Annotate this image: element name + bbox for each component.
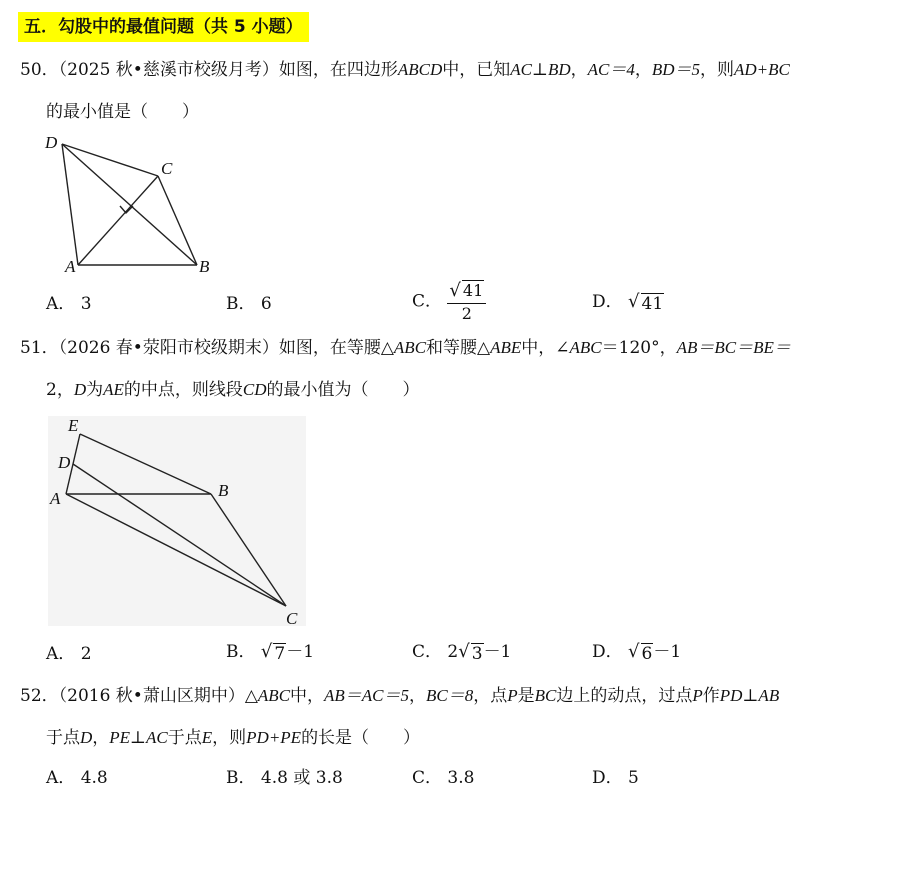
q50-edge-bc: [158, 176, 197, 265]
option-letter: A．: [46, 768, 76, 788]
q50-diag-bd: [62, 144, 197, 265]
q50-label-d: D: [45, 133, 58, 152]
sqrt: [628, 640, 653, 664]
q51-label-c: C: [286, 609, 298, 628]
q50-right-angle: [120, 206, 133, 213]
q51-eq: AB＝BC＝BE＝: [676, 338, 791, 357]
q50-text: 中，已知: [442, 60, 511, 80]
radicand: 41: [641, 294, 664, 314]
option-letter: B．: [226, 768, 256, 788]
q52-text: 边上的动点，过点: [556, 686, 693, 706]
option-value: 3.8: [447, 768, 475, 788]
q50-figure: [40, 128, 230, 278]
q51-line1: [20, 336, 791, 360]
q51-source: （2026 春•荥阳市校级期末）: [58, 338, 279, 358]
q52-text: ，点: [473, 686, 508, 706]
q50-line2: 的最小值是（ ）: [46, 102, 199, 122]
q52-option-a[interactable]: [46, 766, 108, 790]
q50-text: 如图，在四边形: [278, 60, 398, 80]
q51-option-a[interactable]: [46, 642, 92, 666]
q51-label-b: B: [218, 481, 229, 500]
q52-p2: P: [692, 686, 703, 705]
option-letter: D．: [592, 642, 623, 662]
q50-option-a[interactable]: [46, 292, 92, 316]
q50-diag-ac: [78, 176, 158, 265]
option-value: 4.8 或 3.8: [260, 768, 343, 788]
sqrt-sign: √: [260, 641, 273, 662]
q51-text: 的中点，则线段: [123, 380, 243, 400]
q52-number: 52．: [20, 686, 59, 706]
q52-option-b[interactable]: [226, 766, 343, 790]
q51-text: 中，∠: [521, 338, 570, 358]
option-letter: C．: [412, 291, 443, 312]
fraction-denominator: 2: [461, 304, 472, 323]
q51-seg: AE: [103, 380, 124, 399]
q52-sep: ，: [409, 686, 427, 706]
q52-option-c[interactable]: [412, 766, 474, 790]
option-value: 5: [628, 768, 639, 788]
q50-quad: ABCD: [397, 60, 443, 79]
q50-number: 50．: [20, 60, 59, 80]
sqrt: [628, 290, 664, 314]
sqrt: [458, 640, 483, 664]
option-letter: B．: [226, 642, 256, 662]
q52-source: （2016 秋•萧山区期中）△: [58, 686, 258, 706]
q50-label-b: B: [199, 257, 210, 276]
q50-sep: ，: [634, 60, 652, 80]
q52-line2: [46, 726, 420, 750]
radicand: 41: [462, 281, 484, 300]
q52-e: E: [201, 728, 213, 747]
q50-edge-da: [62, 144, 78, 265]
q50-edge-cd: [62, 144, 158, 176]
option-value: 4.8: [80, 768, 108, 788]
q51-text: 的最小值为（ ）: [266, 380, 420, 400]
q50-target: AD+BC: [734, 60, 790, 79]
option-tail: －1: [653, 642, 682, 662]
section-title: 五．勾股中的最值问题（共 5 小题）: [18, 12, 309, 42]
q50-source: （2025 秋•慈溪市校级月考）: [58, 60, 279, 80]
option-value: 6: [260, 294, 272, 314]
q51-option-d[interactable]: [592, 640, 681, 664]
q52-text: 中，: [290, 686, 325, 706]
sqrt-sign: √: [449, 280, 461, 302]
q51-tri2: ABE: [490, 338, 522, 357]
sqrt: [261, 640, 286, 664]
q52-line1: [20, 684, 779, 708]
q52-eq2: BC＝8: [426, 686, 474, 705]
q50-label-a: A: [65, 257, 76, 276]
q51-text: ＝120°，: [601, 338, 677, 358]
q50-sep: ，: [570, 60, 588, 80]
option-letter: C．: [412, 642, 443, 662]
option-coef: 2: [447, 642, 459, 662]
option-letter: A．: [46, 644, 76, 664]
q52-text: 是: [517, 686, 535, 706]
q51-text: 2，: [46, 380, 74, 400]
q52-eq1: AB＝AC＝5: [324, 686, 410, 705]
q51-number: 51．: [20, 338, 59, 358]
q51-text: 如图，在等腰△: [278, 338, 394, 358]
q52-text: 的长是（ ）: [301, 728, 421, 748]
q51-angle: ABC: [569, 338, 602, 357]
q52-sum: PD+PE: [246, 728, 302, 747]
q51-option-b[interactable]: [226, 640, 314, 664]
q51-tri1: ABC: [393, 338, 427, 357]
q50-option-b[interactable]: [226, 292, 272, 316]
q50-text: ，则: [700, 60, 735, 80]
option-letter: B．: [226, 294, 256, 314]
q51-label-e: E: [68, 416, 79, 435]
q51-figure: [46, 414, 308, 630]
q52-text: 于点: [167, 728, 202, 748]
q51-seg2: CD: [242, 380, 267, 399]
q51-label-d: D: [58, 453, 71, 472]
q50-cond1: AC⊥BD: [510, 60, 571, 79]
option-tail: －1: [483, 642, 512, 662]
sqrt-sign: √: [458, 641, 470, 662]
q52-pd-ab: PD⊥AB: [719, 686, 780, 705]
q50-cond2: AC＝4: [587, 60, 635, 79]
q52-d: D: [80, 728, 93, 747]
q52-bc: BC: [534, 686, 557, 705]
q51-label-a: A: [50, 489, 61, 508]
q51-text: 为: [86, 380, 104, 400]
q52-text: 于点: [46, 728, 80, 748]
fraction-numerator: [447, 280, 486, 304]
q52-text: ，则: [212, 728, 247, 748]
option-tail: －1: [286, 642, 315, 662]
q51-pt: D: [73, 380, 87, 399]
radicand: 6: [641, 644, 653, 664]
sqrt-sign: √: [628, 291, 640, 312]
q50-option-c[interactable]: [412, 280, 486, 323]
radicand: 7: [274, 644, 286, 664]
fraction: [447, 280, 486, 323]
option-value: 3: [80, 294, 92, 314]
sqrt-sign: √: [628, 641, 640, 662]
option-letter: D．: [592, 768, 623, 788]
q50-option-d[interactable]: [592, 290, 664, 314]
q50-cond3: BD＝5: [651, 60, 701, 79]
radicand: 3: [471, 644, 483, 664]
q50-label-c: C: [161, 159, 173, 178]
q52-pe-ac: PE⊥AC: [109, 728, 168, 747]
q52-p: P: [507, 686, 518, 705]
q50-line1: [20, 58, 790, 82]
option-letter: D．: [592, 292, 623, 312]
q51-line2: [46, 378, 420, 402]
q51-text: 和等腰△: [426, 338, 491, 358]
q52-sep: ，: [92, 728, 110, 748]
option-letter: A．: [46, 294, 76, 314]
q52-text: 作: [702, 686, 720, 706]
option-letter: C．: [412, 768, 443, 788]
q52-tri: ABC: [257, 686, 291, 705]
q52-option-d[interactable]: [592, 766, 639, 790]
q51-option-c[interactable]: [412, 640, 511, 664]
q51-figure-bg: [48, 416, 306, 626]
option-value: 2: [80, 644, 92, 664]
